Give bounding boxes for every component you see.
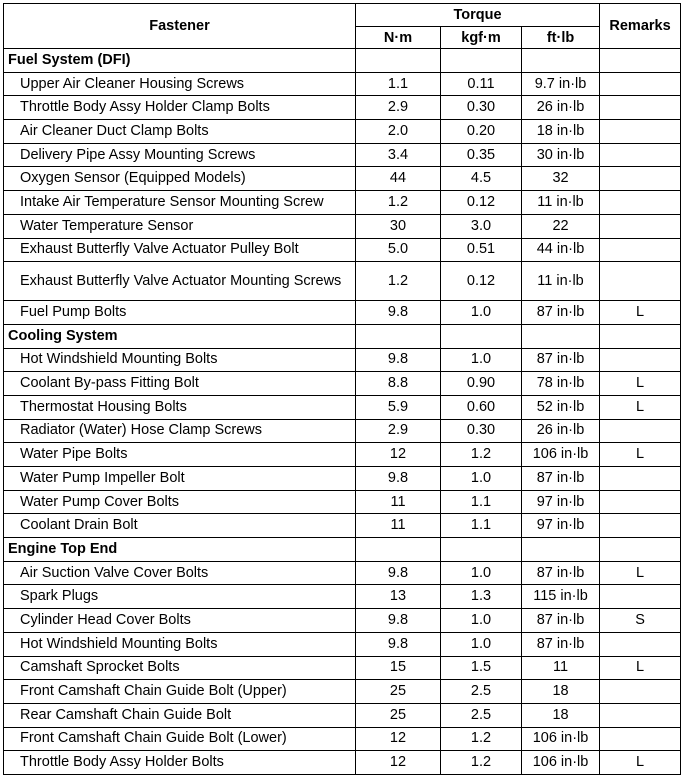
torque-nm: 9.8: [356, 632, 441, 656]
torque-ftlb: 32: [522, 167, 600, 191]
torque-kgfm: 4.5: [441, 167, 522, 191]
table-row: [4, 301, 681, 325]
header-remarks: Remarks: [600, 4, 681, 49]
fastener-name: Air Suction Valve Cover Bolts: [4, 561, 356, 585]
table-row: [4, 120, 681, 144]
table-row: [4, 680, 681, 704]
remarks: [600, 96, 681, 120]
fastener-name: Hot Windshield Mounting Bolts: [4, 348, 356, 372]
remarks: L: [600, 372, 681, 396]
section-empty-cell: [441, 49, 522, 73]
torque-kgfm: 1.1: [441, 514, 522, 538]
fastener-name: Radiator (Water) Hose Clamp Screws: [4, 419, 356, 443]
remarks: L: [600, 561, 681, 585]
fastener-name: Throttle Body Assy Holder Clamp Bolts: [4, 96, 356, 120]
torque-ftlb: 97 in·lb: [522, 514, 600, 538]
torque-nm: 1.1: [356, 72, 441, 96]
remarks: [600, 238, 681, 262]
table-row: [4, 561, 681, 585]
remarks: L: [600, 751, 681, 775]
table-row: [4, 372, 681, 396]
torque-nm: 5.9: [356, 395, 441, 419]
torque-ftlb: 87 in·lb: [522, 301, 600, 325]
torque-ftlb: 30 in·lb: [522, 143, 600, 167]
torque-nm: 1.2: [356, 262, 441, 301]
fastener-name: Fuel Pump Bolts: [4, 301, 356, 325]
torque-kgfm: 0.60: [441, 395, 522, 419]
remarks: [600, 120, 681, 144]
section-empty-cell: [356, 324, 441, 348]
section-empty-cell: [600, 324, 681, 348]
torque-ftlb: 26 in·lb: [522, 419, 600, 443]
remarks: [600, 191, 681, 215]
section-header-row: [4, 49, 681, 73]
torque-ftlb: 87 in·lb: [522, 609, 600, 633]
header-torque: Torque: [356, 4, 600, 27]
torque-ftlb: 115 in·lb: [522, 585, 600, 609]
fastener-name: Water Pump Impeller Bolt: [4, 467, 356, 491]
torque-ftlb: 106 in·lb: [522, 443, 600, 467]
torque-kgfm: 2.5: [441, 703, 522, 727]
torque-nm: 2.9: [356, 96, 441, 120]
table-row: [4, 72, 681, 96]
table-row: [4, 656, 681, 680]
table-row: [4, 514, 681, 538]
fastener-name: Hot Windshield Mounting Bolts: [4, 632, 356, 656]
fastener-name: Intake Air Temperature Sensor Mounting Screw: [4, 191, 356, 215]
fastener-name: Spark Plugs: [4, 585, 356, 609]
table-row: [4, 609, 681, 633]
torque-kgfm: 1.0: [441, 609, 522, 633]
section-empty-cell: [522, 538, 600, 562]
fastener-name: Rear Camshaft Chain Guide Bolt: [4, 703, 356, 727]
remarks: [600, 632, 681, 656]
fastener-name: Oxygen Sensor (Equipped Models): [4, 167, 356, 191]
torque-nm: 12: [356, 751, 441, 775]
fastener-name: Water Pipe Bolts: [4, 443, 356, 467]
torque-kgfm: 0.20: [441, 120, 522, 144]
table-row: [4, 96, 681, 120]
header-kgfm: kgf·m: [441, 27, 522, 49]
remarks: [600, 703, 681, 727]
table-row: [4, 632, 681, 656]
fastener-name: Coolant Drain Bolt: [4, 514, 356, 538]
remarks: L: [600, 301, 681, 325]
remarks: [600, 72, 681, 96]
torque-ftlb: 26 in·lb: [522, 96, 600, 120]
section-title: Cooling System: [4, 324, 356, 348]
torque-kgfm: 1.2: [441, 727, 522, 751]
torque-kgfm: 1.0: [441, 348, 522, 372]
table-row: [4, 191, 681, 215]
torque-kgfm: 1.0: [441, 301, 522, 325]
torque-kgfm: 1.2: [441, 751, 522, 775]
fastener-name: Thermostat Housing Bolts: [4, 395, 356, 419]
torque-nm: 12: [356, 443, 441, 467]
remarks: [600, 419, 681, 443]
torque-kgfm: 1.1: [441, 490, 522, 514]
section-empty-cell: [600, 49, 681, 73]
torque-ftlb: 78 in·lb: [522, 372, 600, 396]
torque-ftlb: 44 in·lb: [522, 238, 600, 262]
torque-kgfm: 0.30: [441, 419, 522, 443]
fastener-name: Air Cleaner Duct Clamp Bolts: [4, 120, 356, 144]
torque-nm: 9.8: [356, 467, 441, 491]
section-empty-cell: [600, 538, 681, 562]
section-empty-cell: [522, 49, 600, 73]
header-nm: N·m: [356, 27, 441, 49]
torque-kgfm: 0.12: [441, 191, 522, 215]
torque-ftlb: 22: [522, 214, 600, 238]
torque-kgfm: 0.11: [441, 72, 522, 96]
torque-kgfm: 0.90: [441, 372, 522, 396]
remarks: [600, 727, 681, 751]
torque-ftlb: 18 in·lb: [522, 120, 600, 144]
torque-table: [3, 3, 681, 775]
torque-ftlb: 106 in·lb: [522, 727, 600, 751]
table-row: [4, 490, 681, 514]
section-title: Engine Top End: [4, 538, 356, 562]
torque-kgfm: 3.0: [441, 214, 522, 238]
torque-nm: 13: [356, 585, 441, 609]
torque-ftlb: 87 in·lb: [522, 561, 600, 585]
torque-nm: 9.8: [356, 301, 441, 325]
torque-kgfm: 0.30: [441, 96, 522, 120]
torque-nm: 9.8: [356, 348, 441, 372]
torque-nm: 25: [356, 680, 441, 704]
remarks: L: [600, 656, 681, 680]
fastener-name: Water Pump Cover Bolts: [4, 490, 356, 514]
fastener-name: Coolant By-pass Fitting Bolt: [4, 372, 356, 396]
table-row: [4, 214, 681, 238]
torque-kgfm: 1.0: [441, 467, 522, 491]
header-fastener: Fastener: [4, 4, 356, 49]
remarks: S: [600, 609, 681, 633]
table-row: [4, 262, 681, 301]
torque-kgfm: 0.35: [441, 143, 522, 167]
section-header-row: [4, 324, 681, 348]
remarks: [600, 214, 681, 238]
torque-nm: 15: [356, 656, 441, 680]
fastener-name: Throttle Body Assy Holder Bolts: [4, 751, 356, 775]
torque-nm: 5.0: [356, 238, 441, 262]
remarks: [600, 467, 681, 491]
torque-nm: 2.0: [356, 120, 441, 144]
table-row: [4, 467, 681, 491]
torque-nm: 2.9: [356, 419, 441, 443]
torque-nm: 1.2: [356, 191, 441, 215]
torque-nm: 9.8: [356, 609, 441, 633]
fastener-name: Exhaust Butterfly Valve Actuator Pulley Bolt: [4, 238, 356, 262]
section-empty-cell: [441, 324, 522, 348]
fastener-name: Delivery Pipe Assy Mounting Screws: [4, 143, 356, 167]
remarks: [600, 585, 681, 609]
section-empty-cell: [522, 324, 600, 348]
torque-nm: 11: [356, 514, 441, 538]
section-header-row: [4, 538, 681, 562]
torque-ftlb: 9.7 in·lb: [522, 72, 600, 96]
torque-kgfm: 1.2: [441, 443, 522, 467]
torque-kgfm: 1.5: [441, 656, 522, 680]
remarks: L: [600, 443, 681, 467]
remarks: [600, 262, 681, 301]
table-row: [4, 348, 681, 372]
remarks: [600, 143, 681, 167]
table-row: [4, 703, 681, 727]
remarks: [600, 167, 681, 191]
remarks: [600, 514, 681, 538]
torque-ftlb: 11 in·lb: [522, 191, 600, 215]
torque-ftlb: 106 in·lb: [522, 751, 600, 775]
torque-nm: 12: [356, 727, 441, 751]
table-row: [4, 395, 681, 419]
remarks: L: [600, 395, 681, 419]
table-row: [4, 419, 681, 443]
torque-nm: 11: [356, 490, 441, 514]
torque-ftlb: 52 in·lb: [522, 395, 600, 419]
remarks: [600, 680, 681, 704]
torque-nm: 44: [356, 167, 441, 191]
torque-nm: 3.4: [356, 143, 441, 167]
fastener-name: Cylinder Head Cover Bolts: [4, 609, 356, 633]
torque-nm: 30: [356, 214, 441, 238]
header-ftlb: ft·lb: [522, 27, 600, 49]
table-row: [4, 238, 681, 262]
torque-ftlb: 87 in·lb: [522, 467, 600, 491]
torque-ftlb: 97 in·lb: [522, 490, 600, 514]
torque-nm: 9.8: [356, 561, 441, 585]
remarks: [600, 490, 681, 514]
torque-ftlb: 18: [522, 680, 600, 704]
torque-kgfm: 0.12: [441, 262, 522, 301]
section-empty-cell: [441, 538, 522, 562]
table-row: [4, 443, 681, 467]
table-row: [4, 143, 681, 167]
fastener-name: Water Temperature Sensor: [4, 214, 356, 238]
table-row: [4, 727, 681, 751]
section-title: Fuel System (DFI): [4, 49, 356, 73]
section-empty-cell: [356, 49, 441, 73]
fastener-name: Camshaft Sprocket Bolts: [4, 656, 356, 680]
torque-kgfm: 1.3: [441, 585, 522, 609]
torque-nm: 25: [356, 703, 441, 727]
torque-ftlb: 87 in·lb: [522, 348, 600, 372]
fastener-name: Exhaust Butterfly Valve Actuator Mounting Screws: [4, 262, 356, 301]
table-row: [4, 167, 681, 191]
torque-ftlb: 18: [522, 703, 600, 727]
torque-kgfm: 0.51: [441, 238, 522, 262]
torque-ftlb: 87 in·lb: [522, 632, 600, 656]
table-row: [4, 751, 681, 775]
torque-nm: 8.8: [356, 372, 441, 396]
torque-kgfm: 2.5: [441, 680, 522, 704]
section-empty-cell: [356, 538, 441, 562]
remarks: [600, 348, 681, 372]
fastener-name: Front Camshaft Chain Guide Bolt (Lower): [4, 727, 356, 751]
fastener-name: Front Camshaft Chain Guide Bolt (Upper): [4, 680, 356, 704]
torque-ftlb: 11 in·lb: [522, 262, 600, 301]
torque-ftlb: 11: [522, 656, 600, 680]
table-row: [4, 585, 681, 609]
torque-kgfm: 1.0: [441, 561, 522, 585]
fastener-name: Upper Air Cleaner Housing Screws: [4, 72, 356, 96]
torque-kgfm: 1.0: [441, 632, 522, 656]
